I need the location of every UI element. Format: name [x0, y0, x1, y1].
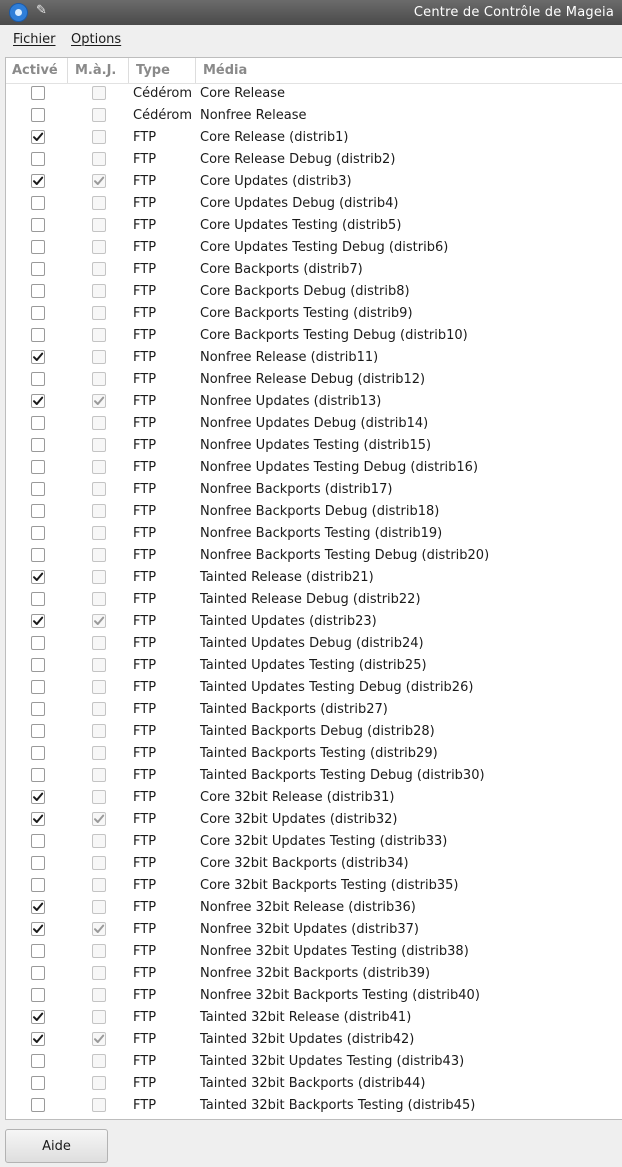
enabled-checkbox[interactable] [31, 922, 45, 936]
media-name: Tainted 32bit Backports Testing (distrib45) [200, 1098, 476, 1113]
media-type: FTP [133, 328, 157, 343]
table-row[interactable] [6, 1007, 622, 1029]
media-type: FTP [133, 306, 157, 321]
media-name: Nonfree 32bit Backports Testing (distrib40) [200, 988, 480, 1003]
media-name: Core 32bit Updates (distrib32) [200, 812, 398, 827]
media-type: FTP [133, 416, 157, 431]
enabled-checkbox[interactable] [31, 152, 45, 166]
update-checkbox [92, 680, 106, 694]
table-header [6, 58, 622, 84]
media-type: FTP [133, 922, 157, 937]
media-name: Nonfree Release [200, 108, 307, 123]
update-checkbox [92, 130, 106, 144]
enabled-checkbox[interactable] [31, 614, 45, 628]
update-checkbox [92, 966, 106, 980]
enabled-checkbox[interactable] [31, 1098, 45, 1112]
table-row[interactable] [6, 831, 622, 853]
update-checkbox [92, 702, 106, 716]
media-type: FTP [133, 878, 157, 893]
update-checkbox [92, 218, 106, 232]
media-name: Nonfree Updates (distrib13) [200, 394, 382, 409]
table-row[interactable] [6, 193, 622, 215]
update-checkbox [92, 240, 106, 254]
enabled-checkbox[interactable] [31, 570, 45, 584]
table-row[interactable] [6, 567, 622, 589]
table-row[interactable] [6, 149, 622, 171]
window-title: Centre de Contrôle de Mageia [413, 5, 614, 20]
media-type: FTP [133, 548, 157, 563]
media-type: FTP [133, 262, 157, 277]
enabled-checkbox[interactable] [31, 196, 45, 210]
media-type: FTP [133, 856, 157, 871]
media-name: Nonfree Updates Testing Debug (distrib16) [200, 460, 479, 475]
media-name: Nonfree 32bit Backports (distrib39) [200, 966, 431, 981]
update-checkbox [92, 922, 106, 936]
media-type: FTP [133, 152, 157, 167]
enabled-checkbox[interactable] [31, 460, 45, 474]
table-row[interactable] [6, 325, 622, 347]
update-checkbox [92, 504, 106, 518]
media-type: FTP [133, 614, 157, 629]
table-row[interactable] [6, 83, 622, 105]
media-name: Nonfree Backports Debug (distrib18) [200, 504, 440, 519]
enabled-checkbox[interactable] [31, 174, 45, 188]
enabled-checkbox[interactable] [31, 526, 45, 540]
table-row[interactable] [6, 721, 622, 743]
table-row[interactable] [6, 787, 622, 809]
media-type: FTP [133, 1032, 157, 1047]
media-type: FTP [133, 812, 157, 827]
media-name: Tainted 32bit Updates Testing (distrib43) [200, 1054, 465, 1069]
media-name: Core Updates Testing Debug (distrib6) [200, 240, 449, 255]
media-name: Core Backports Testing (distrib9) [200, 306, 413, 321]
media-type: FTP [133, 658, 157, 673]
media-name: Nonfree 32bit Updates (distrib37) [200, 922, 419, 937]
mageia-gear-icon[interactable] [9, 3, 28, 22]
enabled-checkbox[interactable] [31, 350, 45, 364]
pin-icon[interactable]: ✎ [36, 3, 47, 18]
enabled-checkbox[interactable] [31, 812, 45, 826]
update-checkbox [92, 262, 106, 276]
enabled-checkbox[interactable] [31, 856, 45, 870]
media-name: Tainted Backports Debug (distrib28) [200, 724, 435, 739]
media-name: Core 32bit Updates Testing (distrib33) [200, 834, 448, 849]
enabled-checkbox[interactable] [31, 878, 45, 892]
media-type: FTP [133, 1054, 157, 1069]
update-checkbox [92, 1032, 106, 1046]
media-name: Tainted Release Debug (distrib22) [200, 592, 421, 607]
media-type: FTP [133, 746, 157, 761]
update-checkbox [92, 834, 106, 848]
media-name: Tainted Updates Testing (distrib25) [200, 658, 427, 673]
table-row[interactable] [6, 127, 622, 149]
title-bar [0, 0, 622, 25]
update-checkbox [92, 658, 106, 672]
enabled-checkbox[interactable] [31, 284, 45, 298]
enabled-checkbox[interactable] [31, 482, 45, 496]
update-checkbox [92, 724, 106, 738]
enabled-checkbox[interactable] [31, 790, 45, 804]
media-type: FTP [133, 768, 157, 783]
media-type: FTP [133, 1098, 157, 1113]
media-type: FTP [133, 372, 157, 387]
enabled-checkbox[interactable] [31, 218, 45, 232]
enabled-checkbox[interactable] [31, 1054, 45, 1068]
enabled-checkbox[interactable] [31, 834, 45, 848]
enabled-checkbox[interactable] [31, 372, 45, 386]
menu-options[interactable]: Options [71, 32, 122, 47]
table-body [6, 83, 622, 1117]
update-checkbox [92, 944, 106, 958]
enabled-checkbox[interactable] [31, 900, 45, 914]
media-type: FTP [133, 130, 157, 145]
update-checkbox [92, 372, 106, 386]
update-checkbox [92, 1098, 106, 1112]
update-checkbox [92, 746, 106, 760]
update-checkbox [92, 768, 106, 782]
update-checkbox [92, 306, 106, 320]
media-type: FTP [133, 482, 157, 497]
update-checkbox [92, 196, 106, 210]
update-checkbox [92, 570, 106, 584]
table-row[interactable] [6, 215, 622, 237]
media-name: Nonfree Release Debug (distrib12) [200, 372, 426, 387]
table-row[interactable] [6, 809, 622, 831]
media-name: Core Updates (distrib3) [200, 174, 352, 189]
enabled-checkbox[interactable] [31, 966, 45, 980]
enabled-checkbox[interactable] [31, 1032, 45, 1046]
media-type: FTP [133, 966, 157, 981]
update-checkbox [92, 1054, 106, 1068]
table-row[interactable] [6, 1073, 622, 1095]
media-name: Core 32bit Backports Testing (distrib35) [200, 878, 459, 893]
enabled-checkbox[interactable] [31, 262, 45, 276]
table-row[interactable] [6, 611, 622, 633]
media-type: FTP [133, 460, 157, 475]
update-checkbox [92, 350, 106, 364]
table-row[interactable] [6, 655, 622, 677]
media-name: Nonfree Backports Testing (distrib19) [200, 526, 443, 541]
media-name: Tainted 32bit Updates (distrib42) [200, 1032, 415, 1047]
table-row[interactable] [6, 743, 622, 765]
media-table [5, 57, 622, 1120]
enabled-checkbox[interactable] [31, 86, 45, 100]
table-row[interactable] [6, 303, 622, 325]
media-type: FTP [133, 900, 157, 915]
media-name: Tainted 32bit Release (distrib41) [200, 1010, 412, 1025]
media-name: Core Updates Debug (distrib4) [200, 196, 399, 211]
table-row[interactable] [6, 941, 622, 963]
media-type: FTP [133, 1010, 157, 1025]
update-checkbox [92, 284, 106, 298]
media-type: FTP [133, 438, 157, 453]
enabled-checkbox[interactable] [31, 108, 45, 122]
table-row[interactable] [6, 281, 622, 303]
table-row[interactable] [6, 633, 622, 655]
media-name: Tainted Release (distrib21) [200, 570, 374, 585]
media-name: Nonfree Updates Debug (distrib14) [200, 416, 429, 431]
media-name: Nonfree 32bit Updates Testing (distrib38) [200, 944, 469, 959]
media-type: FTP [133, 702, 157, 717]
media-name: Tainted Backports Testing (distrib29) [200, 746, 438, 761]
update-checkbox [92, 636, 106, 650]
table-row[interactable] [6, 391, 622, 413]
table-row[interactable] [6, 523, 622, 545]
update-checkbox [92, 108, 106, 122]
media-type: FTP [133, 724, 157, 739]
media-name: Core Backports (distrib7) [200, 262, 363, 277]
media-name: Nonfree Backports (distrib17) [200, 482, 393, 497]
media-type: FTP [133, 988, 157, 1003]
media-name: Tainted 32bit Backports (distrib44) [200, 1076, 426, 1091]
update-checkbox [92, 878, 106, 892]
media-name: Core 32bit Backports (distrib34) [200, 856, 409, 871]
media-type: FTP [133, 350, 157, 365]
enabled-checkbox[interactable] [31, 504, 45, 518]
media-name: Core Backports Testing Debug (distrib10) [200, 328, 468, 343]
enabled-checkbox[interactable] [31, 1010, 45, 1024]
update-checkbox [92, 460, 106, 474]
enabled-checkbox[interactable] [31, 944, 45, 958]
update-checkbox [92, 438, 106, 452]
media-name: Tainted Updates Testing Debug (distrib26) [200, 680, 474, 695]
media-name: Core Release (distrib1) [200, 130, 349, 145]
table-row[interactable] [6, 985, 622, 1007]
table-row[interactable] [6, 105, 622, 127]
enabled-checkbox[interactable] [31, 988, 45, 1002]
enabled-checkbox[interactable] [31, 306, 45, 320]
enabled-checkbox[interactable] [31, 130, 45, 144]
table-row[interactable] [6, 875, 622, 897]
enabled-checkbox[interactable] [31, 438, 45, 452]
enabled-checkbox[interactable] [31, 746, 45, 760]
table-row[interactable] [6, 1051, 622, 1073]
update-checkbox [92, 86, 106, 100]
header-enabled[interactable]: Activé [6, 58, 68, 83]
enabled-checkbox[interactable] [31, 1076, 45, 1090]
enabled-checkbox[interactable] [31, 658, 45, 672]
table-row[interactable] [6, 435, 622, 457]
table-row[interactable] [6, 1029, 622, 1051]
table-row[interactable] [6, 479, 622, 501]
enabled-checkbox[interactable] [31, 724, 45, 738]
help-button[interactable]: Aide [5, 1129, 108, 1163]
media-type: Cédérom [133, 86, 193, 101]
enabled-checkbox[interactable] [31, 592, 45, 606]
table-row[interactable] [6, 457, 622, 479]
enabled-checkbox[interactable] [31, 328, 45, 342]
table-row[interactable] [6, 919, 622, 941]
enabled-checkbox[interactable] [31, 548, 45, 562]
enabled-checkbox[interactable] [31, 240, 45, 254]
table-row[interactable] [6, 545, 622, 567]
table-row[interactable] [6, 237, 622, 259]
enabled-checkbox[interactable] [31, 680, 45, 694]
media-type: FTP [133, 174, 157, 189]
media-name: Nonfree 32bit Release (distrib36) [200, 900, 416, 915]
update-checkbox [92, 1010, 106, 1024]
table-row[interactable] [6, 501, 622, 523]
media-type: FTP [133, 790, 157, 805]
table-row[interactable] [6, 699, 622, 721]
media-type: FTP [133, 834, 157, 849]
media-type: FTP [133, 240, 157, 255]
media-name: Core Release Debug (distrib2) [200, 152, 396, 167]
table-row[interactable] [6, 765, 622, 787]
media-name: Core Updates Testing (distrib5) [200, 218, 402, 233]
table-row[interactable] [6, 413, 622, 435]
table-row[interactable] [6, 853, 622, 875]
media-type: FTP [133, 394, 157, 409]
update-checkbox [92, 526, 106, 540]
update-checkbox [92, 1076, 106, 1090]
media-type: FTP [133, 592, 157, 607]
media-name: Tainted Backports Testing Debug (distrib30) [200, 768, 485, 783]
media-type: FTP [133, 570, 157, 585]
update-checkbox [92, 790, 106, 804]
update-checkbox [92, 856, 106, 870]
media-type: FTP [133, 504, 157, 519]
media-type: FTP [133, 526, 157, 541]
menu-bar [0, 25, 622, 53]
update-checkbox [92, 988, 106, 1002]
table-row[interactable] [6, 897, 622, 919]
table-row[interactable] [6, 171, 622, 193]
menu-fichier[interactable]: Fichier [13, 32, 56, 47]
table-row[interactable] [6, 589, 622, 611]
update-checkbox [92, 900, 106, 914]
enabled-checkbox[interactable] [31, 416, 45, 430]
header-update[interactable]: M.à.J. [69, 58, 129, 83]
media-name: Core Backports Debug (distrib8) [200, 284, 410, 299]
enabled-checkbox[interactable] [31, 768, 45, 782]
update-checkbox [92, 812, 106, 826]
media-type: FTP [133, 680, 157, 695]
media-type: FTP [133, 1076, 157, 1091]
header-media[interactable]: Média [203, 63, 248, 78]
enabled-checkbox[interactable] [31, 702, 45, 716]
media-type: FTP [133, 944, 157, 959]
table-row[interactable] [6, 369, 622, 391]
media-type: FTP [133, 218, 157, 233]
table-row[interactable] [6, 1095, 622, 1117]
update-checkbox [92, 592, 106, 606]
media-type: FTP [133, 284, 157, 299]
update-checkbox [92, 174, 106, 188]
media-type: Cédérom [133, 108, 193, 123]
enabled-checkbox[interactable] [31, 636, 45, 650]
media-name: Tainted Updates Debug (distrib24) [200, 636, 424, 651]
table-row[interactable] [6, 347, 622, 369]
update-checkbox [92, 328, 106, 342]
update-checkbox [92, 416, 106, 430]
media-name: Tainted Updates (distrib23) [200, 614, 377, 629]
media-name: Core Release [200, 86, 286, 101]
table-row[interactable] [6, 677, 622, 699]
media-type: FTP [133, 196, 157, 211]
update-checkbox [92, 394, 106, 408]
enabled-checkbox[interactable] [31, 394, 45, 408]
media-name: Tainted Backports (distrib27) [200, 702, 388, 717]
header-type[interactable]: Type [130, 58, 196, 83]
update-checkbox [92, 482, 106, 496]
media-type: FTP [133, 636, 157, 651]
table-row[interactable] [6, 963, 622, 985]
media-name: Nonfree Backports Testing Debug (distrib20) [200, 548, 490, 563]
media-name: Nonfree Release (distrib11) [200, 350, 379, 365]
update-checkbox [92, 152, 106, 166]
media-name: Core 32bit Release (distrib31) [200, 790, 395, 805]
table-row[interactable] [6, 259, 622, 281]
update-checkbox [92, 614, 106, 628]
update-checkbox [92, 548, 106, 562]
media-name: Nonfree Updates Testing (distrib15) [200, 438, 432, 453]
